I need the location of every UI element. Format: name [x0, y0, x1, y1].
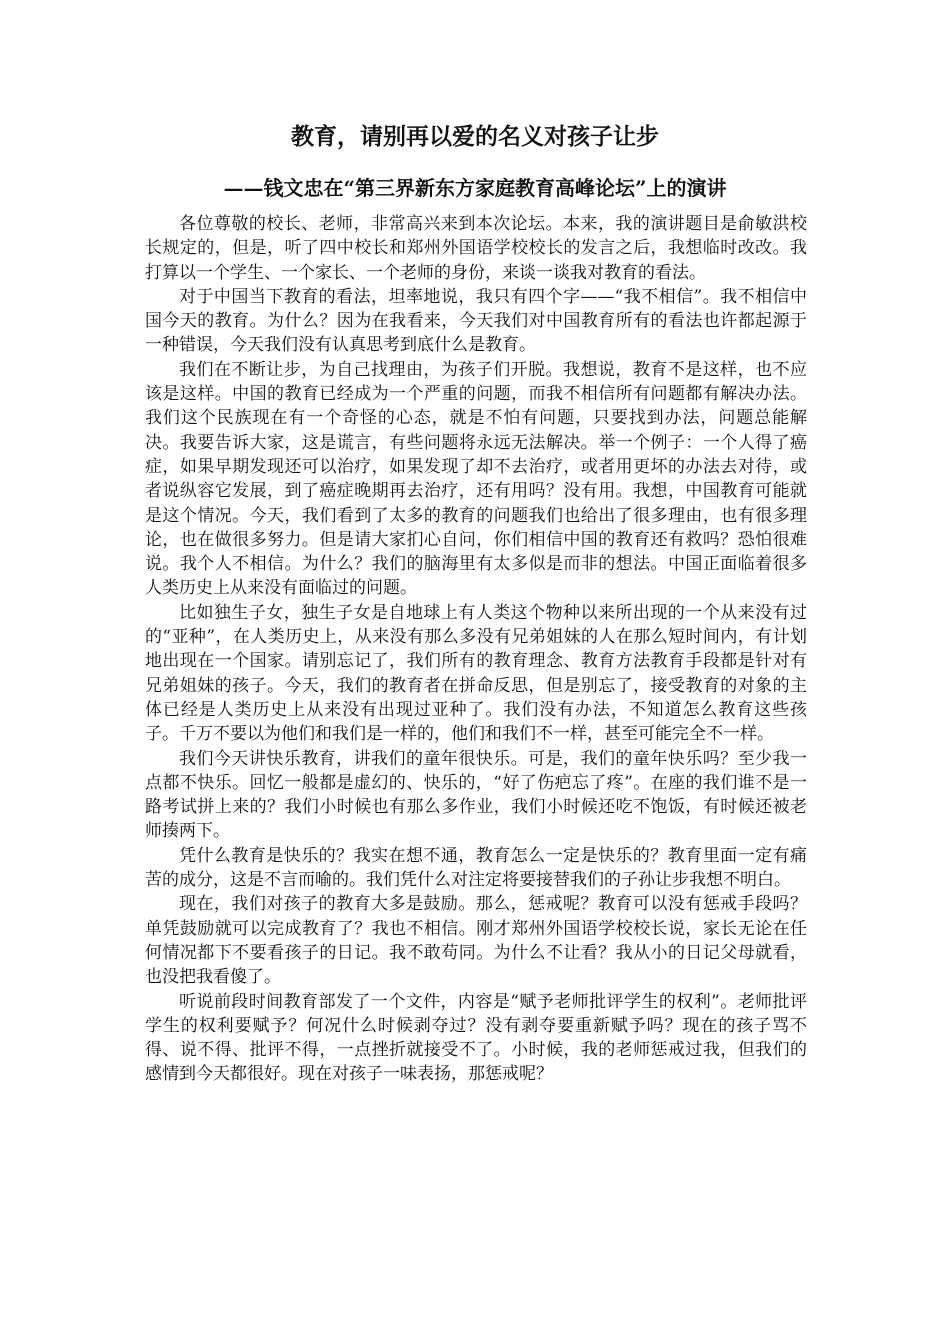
paragraph: 各位尊敬的校长、老师，非常高兴来到本次论坛。本来，我的演讲题目是俞敏洪校长规定的，但是，听了四中校长和郑州外国语学校校长的发言之后，我想临时改改。我打算以一个学生、一个家长、一个老师的身份，来谈一谈我对教育的看法。	[145, 214, 807, 283]
paragraph: 对于中国当下教育的看法，坦率地说，我只有四个字——“我不相信”。我不相信中国今天的教育。为什么？因为在我看来，今天我们对中国教育所有的看法也许都起源于一种错误，今天我们没有认真思考到底什么是教育。	[145, 286, 807, 356]
paragraph: 凭什么教育是快乐的？我实在想不通，教育怎么一定是快乐的？教育里面一定有痛苦的成分，这是不言而喻的。我们凭什么对注定将要接替我们的子孙让步我想不明白。	[145, 845, 807, 891]
paragraph: 比如独生子女，独生子女是自地球上有人类这个物种以来所出现的一个从来没有过的“亚种”，在人类历史上，从来没有那么多没有兄弟姐妹的人在那么短时间内，有计划地出现在一个国家。请别忘记了，我们所有的教育理念、教育方法教育手段都是针对有兄弟姐妹的孩子。今天，我们的教育者在拼命反思，但是别忘了，接受教育的对象的主体已经是人类历史上从来没有出现过亚种了。我们没有办法，不知道怎么教育这些孩子。千万不要以为他们和我们是一样的，他们和我们不一样，甚至可能完全不一样。	[145, 602, 807, 745]
document-title: 教育，请别再以爱的名义对孩子让步	[291, 124, 659, 150]
paragraph: 我们今天讲快乐教育，讲我们的童年很快乐。可是，我们的童年快乐吗？至少我一点都不快乐。回忆一般都是虚幻的、快乐的，“好了伤疤忘了疼”。在座的我们谁不是一路考试拼上来的？我们小时候也有那么多作业，我们小时候还吃不饱饭，有时候还被老师揍两下。	[145, 748, 807, 842]
paragraph: 我们在不断让步，为自己找理由，为孩子们开脱。我想说，教育不是这样，也不应该是这样。中国的教育已经成为一个严重的问题，而我不相信所有问题都有解决办法。我们这个民族现在有一个奇怪的心态，就是不怕有问题，只要找到办法，问题总能解决。我要告诉大家，这是谎言，有些问题将永远无法解决。举一个例子：一个人得了癌症，如果早期发现还可以治疗，如果发现了却不去治疗，或者用更坏的办法去对待，或者说纵容它发展，到了癌症晚期再去治疗，还有用吗？没有用。我想，中国教育可能就是这个情况。今天，我们看到了太多的教育的问题我们也给出了很多理由，也有很多理论，也在做很多努力。但是请大家扪心自问，你们相信中国的教育还有救吗？恐怕很难说。我个人不相信。为什么？我们的脑海里有太多似是而非的想法。中国正面临着很多人类历史上从来没有面临过的问题。	[145, 359, 807, 599]
document-subtitle: ——钱文忠在“第三界新东方家庭教育高峰论坛”上的演讲	[223, 176, 727, 200]
paragraph: 现在，我们对孩子的教育大多是鼓励。那么，惩戒呢？教育可以没有惩戒手段吗？单凭鼓励就可以完成教育了？我也不相信。刚才郑州外国语学校校长说，家长无论在任何情况都下不要看孩子的日记。我不敢苟同。为什么不让看？我从小的日记父母就看，也没把我看傻了。	[145, 894, 807, 988]
document-body	[145, 212, 807, 1087]
paragraph: 听说前段时间教育部发了一个文件，内容是“赋予老师批评学生的权利”。老师批评学生的权利要赋予？何况什么时候剥夺过？没有剥夺要重新赋予吗？现在的孩子骂不得、说不得、批评不得，一点挫折就接受不了。小时候，我的老师惩戒过我，但我们的感情到今天都很好。现在对孩子一味表扬，那惩戒呢？	[145, 991, 807, 1085]
